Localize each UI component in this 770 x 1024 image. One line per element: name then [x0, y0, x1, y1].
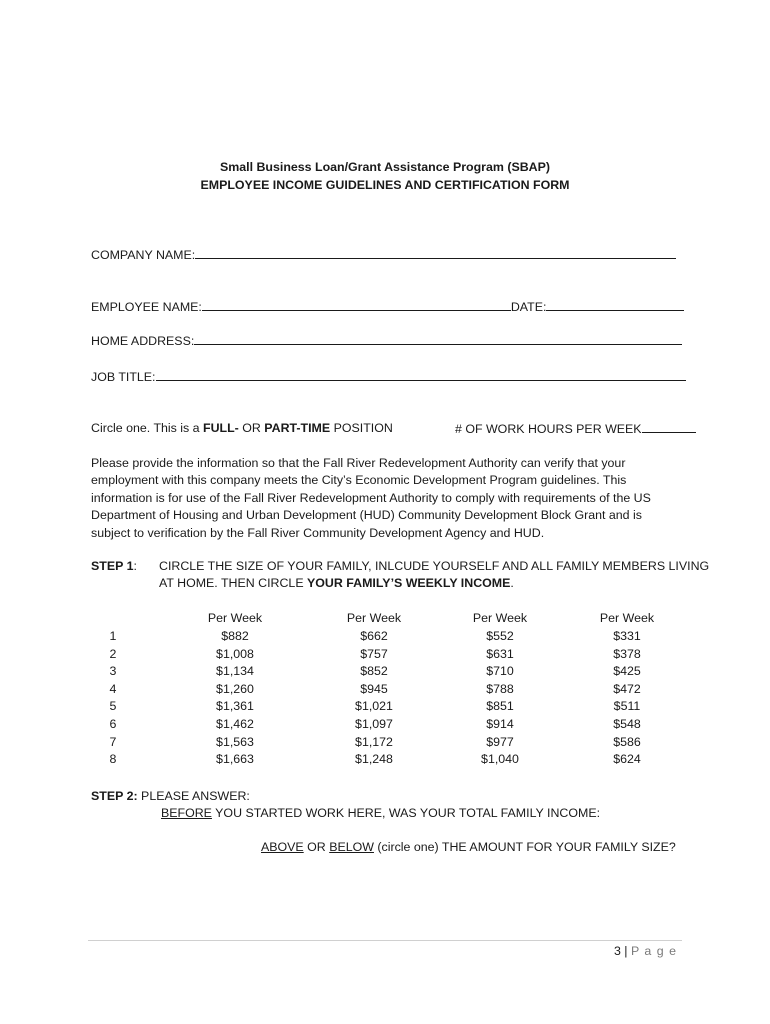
page-footer	[614, 944, 677, 958]
income-cell[interactable]: $548	[613, 717, 641, 731]
page-separator: |	[620, 944, 631, 958]
income-cell[interactable]: $1,563	[216, 735, 254, 749]
family-size-5[interactable]: 5	[109, 699, 117, 713]
income-cell[interactable]: $1,260	[216, 682, 254, 696]
step2-question-text: YOU STARTED WORK HERE, WAS YOUR TOTAL FAMILY INCOME:	[211, 806, 601, 820]
step2-heading	[91, 789, 250, 803]
income-cell[interactable]: $552	[486, 629, 514, 643]
family-size-1[interactable]: 1	[109, 629, 117, 643]
income-cell[interactable]: $788	[486, 682, 514, 696]
column-header: Per Week	[207, 611, 263, 625]
position-type	[91, 421, 393, 435]
income-cell[interactable]: $472	[613, 682, 641, 696]
income-cell[interactable]: $631	[486, 647, 514, 661]
form-subtitle: EMPLOYEE INCOME GUIDELINES AND CERTIFICATION FORM	[200, 178, 570, 192]
position-or: OR	[238, 421, 265, 435]
step1-label	[91, 559, 137, 573]
column-header: Per Week	[346, 611, 402, 625]
family-size-8[interactable]: 8	[109, 752, 117, 766]
income-cell[interactable]: $977	[486, 735, 514, 749]
step2-label: STEP 2:	[91, 789, 138, 803]
step2-before: BEFORE	[161, 806, 212, 820]
income-cell[interactable]: $882	[221, 629, 249, 643]
work-hours-line[interactable]	[642, 421, 696, 433]
page-number: 3	[613, 944, 621, 958]
step2-tail: (circle one) THE AMOUNT FOR YOUR FAMILY SIZE?	[373, 840, 676, 854]
job-title-line[interactable]	[156, 369, 686, 381]
step2-question	[161, 806, 600, 820]
income-cell[interactable]: $1,040	[481, 752, 519, 766]
column-header: Per Week	[599, 611, 655, 625]
home-address-line[interactable]	[194, 333, 682, 345]
family-size-7[interactable]: 7	[109, 735, 117, 749]
intro-paragraph: Please provide the information so that the Fall River Redevelopment Authority can verify that your employment with this company meets the City’s Economic Development Program guidelines. This information is for use of the Fall River Redevelopment Authority to comply with requirements of the US Department of Housing and Urban Development (HUD) Community Development Block Grant and is subject to verification by the Fall River Community Development Agency and HUD.	[91, 456, 651, 540]
step1-line2-bold: YOUR FAMILY’S WEEKLY INCOME	[307, 576, 511, 590]
step1-line2-suffix: .	[510, 576, 514, 590]
footer-divider	[88, 940, 682, 941]
family-size-2[interactable]: 2	[109, 647, 117, 661]
company-name-line[interactable]	[195, 247, 676, 259]
income-cell[interactable]: $586	[613, 735, 641, 749]
position-prefix: Circle one. This is a	[91, 421, 204, 435]
income-cell[interactable]: $1,663	[216, 752, 254, 766]
income-cell[interactable]: $1,008	[216, 647, 254, 661]
date-label: DATE:	[510, 300, 547, 314]
family-size-3[interactable]: 3	[109, 664, 117, 678]
below-option[interactable]: BELOW	[329, 840, 374, 854]
income-cell[interactable]: $914	[486, 717, 514, 731]
position-suffix: POSITION	[330, 421, 393, 435]
company-name-label: COMPANY NAME:	[91, 248, 196, 262]
income-cell[interactable]: $1,134	[216, 664, 254, 678]
income-cell[interactable]: $851	[486, 699, 514, 713]
step1-label-text: STEP 1	[91, 559, 134, 573]
work-hours-label: # OF WORK HOURS PER WEEK	[455, 422, 642, 436]
income-cell[interactable]: $852	[360, 664, 388, 678]
income-cell[interactable]: $1,361	[216, 699, 254, 713]
step1-colon: :	[133, 559, 137, 573]
income-cell[interactable]: $757	[360, 647, 388, 661]
step2-answer	[261, 840, 676, 854]
employee-name-field[interactable]	[91, 299, 684, 314]
home-address-field[interactable]	[91, 333, 682, 348]
company-name-field[interactable]	[91, 247, 676, 262]
page-word: P a g e	[630, 944, 677, 958]
income-cell[interactable]: $378	[613, 647, 641, 661]
step1-line2-prefix: AT HOME. THEN CIRCLE	[159, 576, 308, 590]
income-cell[interactable]: $624	[613, 752, 641, 766]
employee-name-line[interactable]	[202, 299, 511, 311]
home-address-label: HOME ADDRESS:	[91, 334, 195, 348]
income-cell[interactable]: $945	[360, 682, 388, 696]
date-line[interactable]	[546, 299, 684, 311]
full-time-option[interactable]: FULL-	[203, 421, 239, 435]
column-header: Per Week	[472, 611, 528, 625]
income-cell[interactable]: $1,462	[216, 717, 254, 731]
above-option[interactable]: ABOVE	[261, 840, 304, 854]
step2-or: OR	[303, 840, 330, 854]
step1-line2	[159, 576, 514, 590]
employee-name-label: EMPLOYEE NAME:	[91, 300, 202, 314]
income-cell[interactable]: $1,248	[355, 752, 393, 766]
step2-please: PLEASE ANSWER:	[137, 789, 250, 803]
income-cell[interactable]: $662	[360, 629, 388, 643]
step1-line1: CIRCLE THE SIZE OF YOUR FAMILY, INLCUDE YOURSELF AND ALL FAMILY MEMBERS LIVING	[159, 559, 710, 573]
job-title-field[interactable]	[91, 369, 686, 384]
work-hours-field[interactable]	[455, 421, 696, 436]
part-time-option[interactable]: PART-TIME	[264, 421, 331, 435]
family-size-6[interactable]: 6	[109, 717, 117, 731]
form-title: Small Business Loan/Grant Assistance Program (SBAP)	[219, 160, 551, 174]
income-cell[interactable]: $425	[613, 664, 641, 678]
income-cell[interactable]: $511	[613, 699, 641, 713]
job-title-label: JOB TITLE:	[91, 370, 156, 384]
income-cell[interactable]: $710	[486, 664, 514, 678]
family-size-4[interactable]: 4	[109, 682, 117, 696]
income-cell[interactable]: $1,021	[355, 699, 393, 713]
income-cell[interactable]: $1,097	[355, 717, 393, 731]
income-cell[interactable]: $331	[613, 629, 641, 643]
income-cell[interactable]: $1,172	[355, 735, 393, 749]
